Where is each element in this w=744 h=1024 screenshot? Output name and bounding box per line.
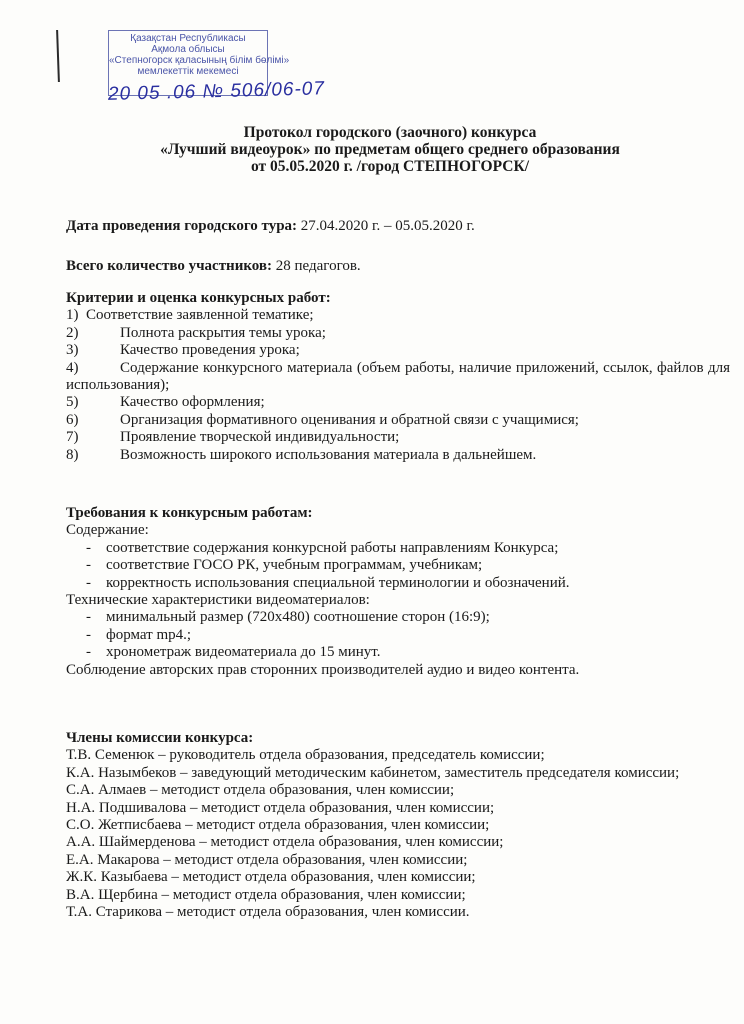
tech-requirement-item: - формат mp4.;	[86, 626, 192, 643]
participants-value: 28 педагогов.	[272, 258, 361, 274]
criteria-item-text: Организация формативного оценивания и обратной связи с учащимися;	[120, 411, 579, 428]
criteria-item-text: Проявление творческой индивидуальности;	[120, 429, 400, 446]
criteria-item-number: 2)	[66, 324, 79, 341]
tech-requirement-item: - минимальный размер (720х480) соотношение сторон (16:9);	[86, 609, 490, 626]
title-line-1: Протокол городского (заочного) конкурса	[243, 124, 537, 141]
scan-artifact-mark	[56, 30, 60, 82]
tech-requirement-text: хронометраж видеоматериала до 15 минут.	[106, 644, 381, 661]
criteria-item-number: 8)	[66, 446, 79, 463]
criteria-item-text: Качество проведения урока;	[120, 342, 300, 359]
participants-paragraph	[66, 258, 730, 275]
dates-paragraph	[66, 218, 730, 235]
commission-member: А.А. Шаймерденова – методист отдела образования, член комиссии;	[66, 834, 504, 851]
commission-member: Т.А. Старикова – методист отдела образования, член комиссии.	[66, 904, 470, 921]
content-requirement-text: соответствие содержания конкурсной работы направлениям Конкурса;	[106, 539, 559, 556]
criteria-item-number: 6)	[66, 411, 79, 428]
criteria-item-text-content: Содержание конкурсного материала (объем работы, наличие приложений, ссылок, файлов для использования);	[66, 359, 730, 394]
requirements-heading: Требования к конкурсным работам:	[66, 505, 313, 521]
participants-label: Всего количество участников:	[66, 258, 273, 274]
criteria-item-text: Возможность широкого использования материала в дальнейшем.	[120, 446, 537, 463]
content-label: Содержание:	[66, 522, 149, 539]
tech-label: Технические характеристики видеоматериалов:	[66, 592, 370, 609]
criteria-item	[66, 394, 730, 411]
criteria-item	[66, 412, 730, 429]
criteria-item	[66, 429, 730, 446]
tech-requirement-text: формат mp4.;	[106, 626, 192, 643]
content-requirement-text: корректность использования специальной терминологии и обозначений.	[106, 574, 570, 591]
criteria-item-text: Качество оформления;	[120, 394, 265, 411]
dates-label: Дата проведения городского тура:	[66, 218, 298, 234]
criteria-item	[66, 342, 730, 359]
criteria-item-number: 4)	[66, 359, 79, 376]
content-requirement-text: соответствие ГОСО РК, учебным программам, учебникам;	[106, 557, 483, 574]
document-title	[60, 124, 720, 175]
copyright-note: Соблюдение авторских прав сторонних производителей аудио и видео контента.	[66, 661, 580, 678]
criteria-item-number: 5)	[66, 394, 79, 411]
criteria-section	[66, 290, 730, 464]
commission-heading: Члены комиссии конкурса:	[66, 730, 254, 746]
criteria-item	[66, 307, 730, 324]
title-line-2: «Лучший видеоурок» по предметам общего среднего образования	[160, 141, 620, 158]
tech-requirement-text: минимальный размер (720х480) соотношение сторон (16:9);	[106, 609, 490, 626]
criteria-item	[66, 360, 730, 395]
tech-requirement-item: - хронометраж видеоматериала до 15 минут.	[86, 644, 381, 661]
commission-member: Ж.К. Казыбаева – методист отдела образования, член комиссии;	[66, 869, 476, 886]
commission-member: Е.А. Макарова – методист отдела образования, член комиссии;	[66, 851, 468, 868]
stamp-line: мемлекеттік мекемесі	[137, 66, 239, 77]
requirements-section	[66, 505, 730, 679]
stamp-line: «Степногорск қаласының білім бөлімі»	[109, 55, 290, 66]
stamp-line: Ақмола облысы	[151, 44, 225, 55]
commission-member: С.О. Жетписбаева – методист отдела образования, член комиссии;	[66, 817, 490, 834]
commission-member: К.А. Назымбеков – заведующий методическим кабинетом, заместитель председателя комиссии;	[66, 764, 680, 781]
content-requirement-item: - соответствие содержания конкурсной работы направлениям Конкурса;	[86, 539, 559, 556]
commission-section	[66, 730, 730, 921]
title-line-3: от 05.05.2020 г. /город СТЕПНОГОРСК/	[250, 158, 530, 175]
criteria-item-number: 1)	[66, 307, 79, 324]
criteria-item	[66, 447, 730, 464]
stamp-line: Қазақстан Республикасы	[130, 33, 246, 44]
criteria-item-text: Соответствие заявленной тематике;	[86, 307, 314, 324]
stamp-reg-date: 20 05 .06 №	[107, 80, 225, 105]
dates-value: 27.04.2020 г. – 05.05.2020 г.	[297, 218, 475, 234]
stamp-reg-number: 506/06-07	[230, 78, 326, 102]
criteria-item	[66, 325, 730, 342]
commission-member: Н.А. Подшивалова – методист отдела образования, член комиссии;	[66, 799, 495, 816]
commission-member: В.А. Щербина – методист отдела образования, член комиссии;	[66, 886, 466, 903]
criteria-item-number: 7)	[66, 429, 79, 446]
criteria-heading: Критерии и оценка конкурсных работ:	[66, 290, 331, 306]
commission-member: Т.В. Семенюк – руководитель отдела образования, председатель комиссии;	[66, 747, 545, 764]
criteria-item-number: 3)	[66, 342, 79, 359]
criteria-item-text	[66, 359, 730, 395]
commission-member: С.А. Алмаев – методист отдела образования, член комиссии;	[66, 782, 455, 799]
content-requirement-item: - соответствие ГОСО РК, учебным программам, учебникам;	[86, 557, 483, 574]
content-requirement-item: - корректность использования специальной терминологии и обозначений.	[86, 574, 570, 591]
criteria-item-text: Полнота раскрытия темы урока;	[120, 324, 326, 341]
